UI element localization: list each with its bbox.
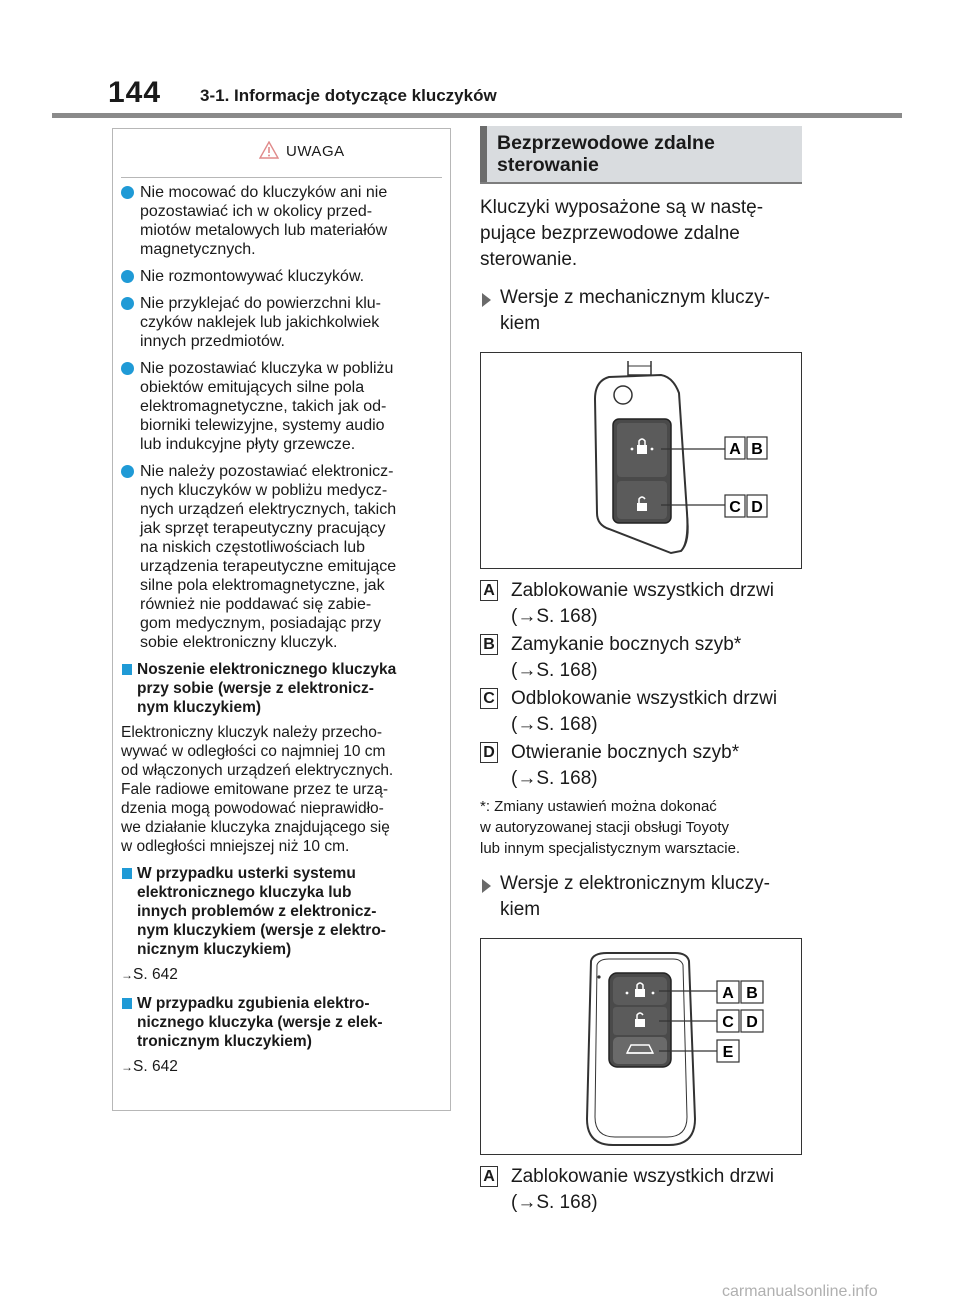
fig-label-d: D [746, 1014, 758, 1031]
legend-key: C [480, 688, 498, 709]
electronic-key-illustration [481, 939, 801, 1154]
legend-electronic [480, 1164, 803, 1216]
triangle-bullet-icon [482, 879, 491, 893]
heading-bar [480, 126, 487, 182]
square-bullet-icon [122, 868, 132, 879]
fig-label-c: C [722, 1014, 734, 1031]
legend-key: B [480, 634, 498, 655]
legend-item: C Odblokowanie wszystkich drzwi (→S. 168) [480, 686, 803, 738]
version-electronic-key: Wersje z elektronicznym kluczy- kiem [480, 871, 803, 923]
fig-label-b: B [751, 441, 763, 458]
electronic-key-figure [480, 938, 802, 1155]
page-reference[interactable]: (→S. 168) [511, 606, 598, 627]
legend-item: B Zamykanie bocznych szyb* (→S. 168) [480, 632, 803, 684]
page-reference[interactable]: (→S. 168) [511, 768, 598, 789]
page-number: 144 [108, 76, 162, 109]
fig-label-e: E [722, 1044, 734, 1061]
subheading-lost-key: W przypadku zgubienia elektro- nicznego kluczyka (wersje z elek- tronicznym kluczykiem) [121, 994, 447, 1051]
triangle-bullet-icon [482, 293, 491, 307]
legend-item: D Otwieranie bocznych szyb* (→S. 168) [480, 740, 803, 792]
legend-key: A [480, 1166, 498, 1187]
watermark: carmanualsonline.info [722, 1283, 878, 1300]
caution-bullet: Nie przyklejać do powierzchni klu- czyków naklejek lub jakichkolwiek innych przedmiotów. [121, 294, 447, 351]
caution-box [112, 128, 451, 1111]
footnote: *: Zmiany ustawień można dokonać w autoryzowanej stacji obsługi Toyoty lub innym specjalistycznym warsztacie. [480, 798, 741, 857]
remote-section [480, 126, 803, 1218]
subheading-carrying-key: Noszenie elektronicznego kluczyka przy sobie (wersje z elektronicz- nym kluczykiem) [121, 660, 447, 717]
legend-mechanical [480, 578, 803, 792]
caution-header [113, 129, 450, 169]
bullet-dot-icon [121, 186, 134, 199]
arrow-icon: → [121, 968, 133, 982]
page-reference[interactable]: (→S. 168) [511, 714, 598, 735]
arrow-icon: → [517, 714, 537, 735]
legend-key: D [480, 742, 498, 763]
caution-bullet: Nie mocować do kluczyków ani nie pozostawiać ich w okolicy przed- miotów metalowych lub materiałów magnetycznych. [121, 183, 447, 259]
caution-divider [121, 177, 442, 178]
arrow-icon: → [517, 606, 537, 627]
fig-label-d: D [751, 499, 763, 516]
legend-item: A Zablokowanie wszystkich drzwi (→S. 168) [480, 578, 803, 630]
square-bullet-icon [122, 998, 132, 1009]
caution-bullet: Nie rozmontowywać kluczyków. [121, 267, 447, 286]
arrow-icon: → [517, 660, 537, 681]
warning-icon [259, 141, 279, 159]
bullet-dot-icon [121, 465, 134, 478]
arrow-icon: → [121, 1060, 133, 1074]
fig-label-a: A [729, 441, 741, 458]
bullet-dot-icon [121, 362, 134, 375]
bullet-dot-icon [121, 297, 134, 310]
fig-label-a: A [722, 985, 734, 1002]
remote-title: Bezprzewodowe zdalne sterowanie [497, 132, 715, 176]
caution-label: UWAGA [286, 143, 345, 160]
mechanical-key-figure [480, 352, 802, 569]
version-mechanical-key: Wersje z mechanicznym kluczy- kiem [480, 285, 803, 337]
subheading-system-fault: W przypadku usterki systemu elektronicznego kluczyka lub innych problemów z elektronicz- nym kluczykiem (wersje z elektro- nicznym kluczykiem) [121, 864, 447, 959]
page-reference[interactable]: →S. 642 [121, 1058, 178, 1075]
header-rule [52, 113, 902, 118]
remote-intro: Kluczyki wyposażone są w nastę- pujące bezprzewodowe zdalne sterowanie. [480, 197, 764, 270]
arrow-icon: → [517, 768, 537, 789]
section-title: 3-1. Informacje dotyczące kluczyków [200, 86, 497, 105]
caution-bullet: Nie pozostawiać kluczyka w pobliżu obiektów emitujących silne pola elektromagnetyczne, takich jak od- biorniki telewizyjne, systemy audio lub indukcyjne płyty grzewcze. [121, 359, 447, 454]
carrying-key-text: Elektroniczny kluczyk należy przecho- wywać w odległości co najmniej 10 cm od włączonych urządzeń elektrycznych. Fale radiowe emitowane przez te urzą- dzenia mogą powodować nieprawidło- we działanie kluczyka znajdującego się w odległości mniejszej niż 10 cm. [121, 724, 394, 855]
page-reference[interactable]: (→S. 168) [511, 660, 598, 681]
legend-item: A Zablokowanie wszystkich drzwi (→S. 168) [480, 1164, 803, 1216]
legend-key: A [480, 580, 498, 601]
page-reference[interactable]: →S. 642 [121, 966, 178, 983]
fig-label-b: B [746, 985, 758, 1002]
page-reference[interactable]: (→S. 168) [511, 1192, 598, 1213]
fig-label-c: C [729, 499, 741, 516]
caution-content [121, 183, 447, 1086]
bullet-dot-icon [121, 270, 134, 283]
remote-heading [480, 126, 802, 184]
arrow-icon: → [517, 1192, 537, 1213]
square-bullet-icon [122, 664, 132, 675]
mechanical-key-illustration [481, 353, 801, 568]
caution-bullet: Nie należy pozostawiać elektronicz- nych kluczyków w pobliżu medycz- nych urządzeń elektrycznych, takich jak sprzęt terapeutyczny pracujący na niskich częstotliwościach lub urządzenia terapeutyczne emitujące silne pola elektromagnetyczne, jak również nie poddawać się zabie- gom medycznym, posiadając przy sobie elektroniczny kluczyk. [121, 462, 447, 652]
